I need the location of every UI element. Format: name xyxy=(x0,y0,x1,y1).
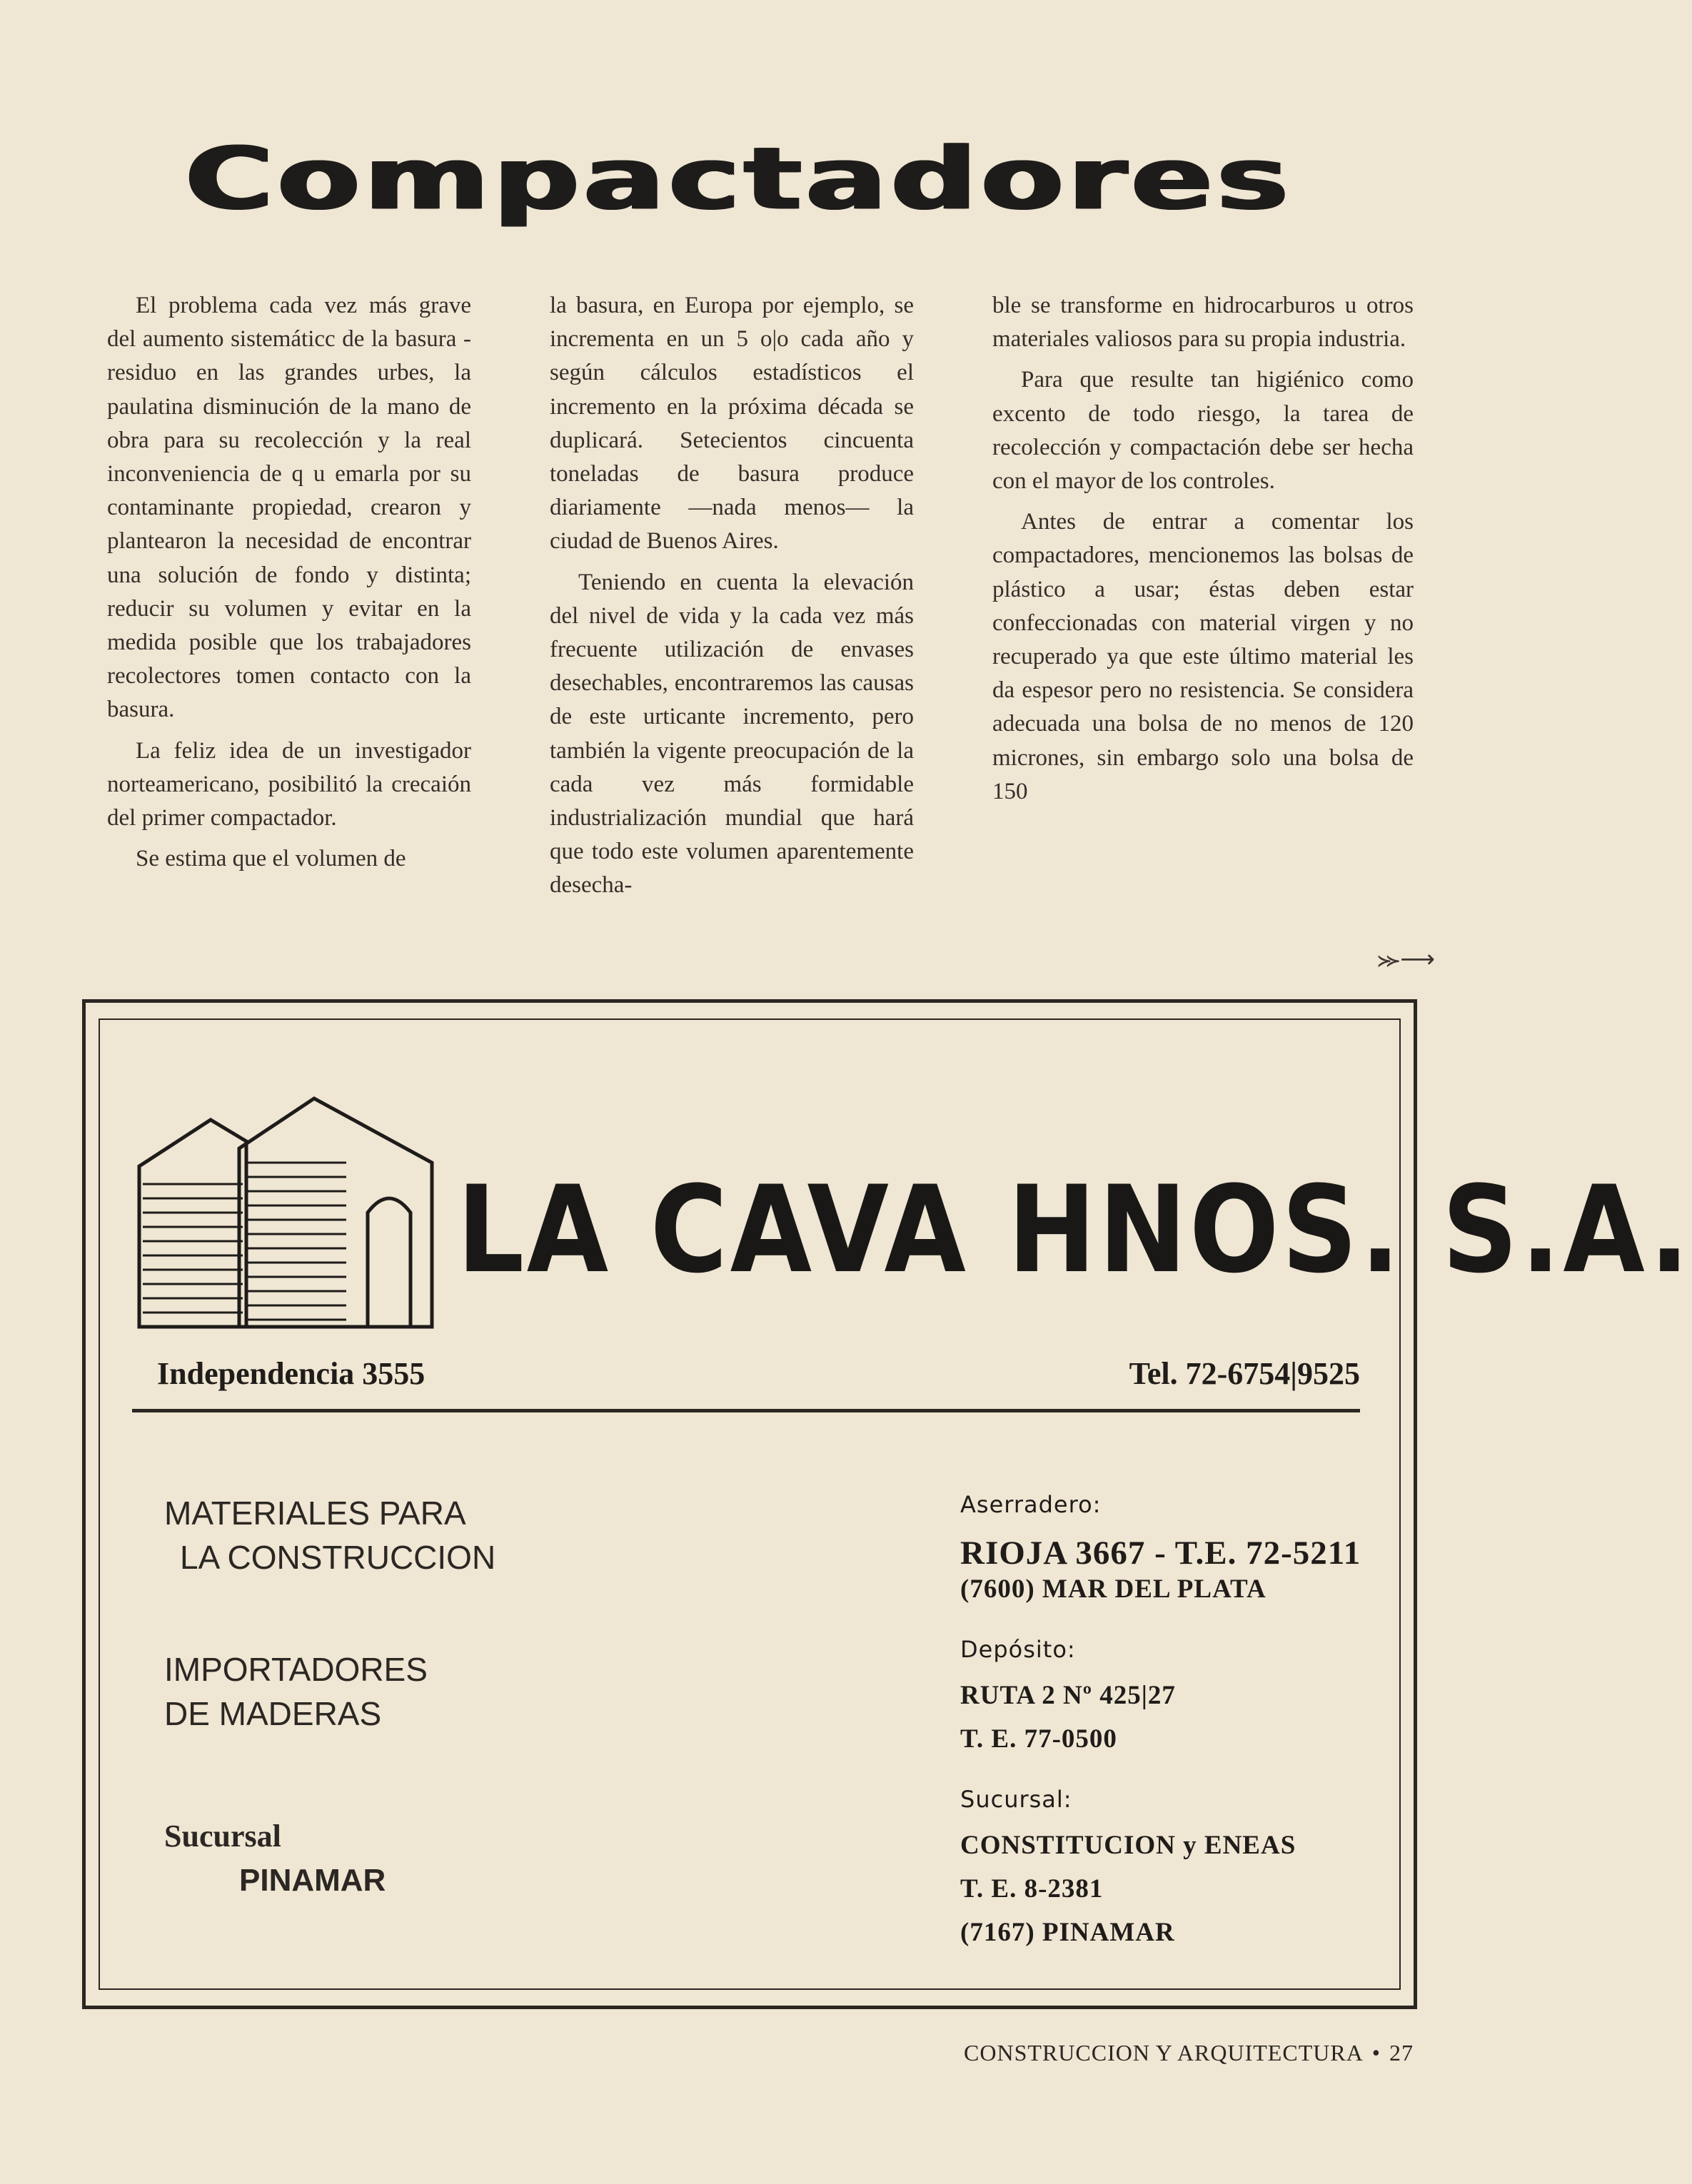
location-line: T. E. 77-0500 xyxy=(960,1724,1117,1754)
address: Independencia 3555 xyxy=(157,1356,425,1391)
magazine-name: CONSTRUCCION Y ARQUITECTURA xyxy=(964,2040,1364,2066)
paragraph: Se estima que el volumen de xyxy=(136,846,406,872)
paragraph: Teniendo en cuenta la elevación del nivel de vida y la cada vez más frecuente utilización de envases desechables, encontraremos las causas de este urticante incremento, pero también la vigente preocupación de la cada vez más formidable industrialización mundial que hará que todo este volumen aparentemente desecha- xyxy=(550,569,914,899)
location-line: CONSTITUCION y ENEAS xyxy=(960,1831,1296,1860)
article-body xyxy=(107,289,1414,967)
advertisement xyxy=(82,999,1692,2009)
article-column-3 xyxy=(992,289,1414,967)
arrow-right-icon: ⪼⟶ xyxy=(1377,945,1435,974)
paragraph: Antes de entrar a comentar los compactadores, mencionemos las bolsas de plástico a usar; éstas deben estar confeccionadas con material virgen y no recuperado ya que este último material les da espesor pero no resistencia. Se considera adecuada una bolsa de no menos de 120 micrones, sin embargo solo una bolsa de 150 xyxy=(992,509,1414,804)
service-line: IMPORTADORES xyxy=(164,1651,428,1688)
ad-locations xyxy=(960,1491,1389,1948)
location-line: (7600) MAR DEL PLATA xyxy=(960,1574,1267,1604)
page-number: 27 xyxy=(1389,2040,1414,2066)
location-line: RUTA 2 Nº 425|27 xyxy=(960,1681,1176,1710)
service-line: LA CONSTRUCCION xyxy=(180,1539,496,1576)
branch-label: Sucursal xyxy=(164,1819,281,1854)
location-label: Depósito: xyxy=(960,1636,1076,1663)
bullet-icon: • xyxy=(1371,2040,1381,2066)
paragraph: ble se transforme en hidrocarburos u otros materiales valiosos para su propia industria. xyxy=(992,293,1414,353)
paragraph: La feliz idea de un investigador norteamericano, posibilitó la crecaión del primer compactador. xyxy=(107,737,471,831)
location-label: Sucursal: xyxy=(960,1786,1072,1813)
page-footer xyxy=(964,2040,1414,2066)
building-logo-icon xyxy=(132,1098,446,1341)
location-line: (7167) PINAMAR xyxy=(960,1918,1175,1947)
paragraph: Para que resulte tan higiénico como excento de todo riesgo, la tarea de recolección y compactación debe ser hecha con el mayor de los controles. xyxy=(992,367,1414,495)
ad-inner-frame xyxy=(99,1018,1692,1990)
service-line: DE MADERAS xyxy=(164,1695,382,1732)
article-column-1 xyxy=(107,289,471,967)
divider xyxy=(132,1409,1360,1412)
ad-services xyxy=(164,1491,495,1903)
headline: Compactadores xyxy=(185,128,1293,230)
location-line: RIOJA 3667 - T.E. 72-5211 xyxy=(960,1535,1361,1572)
location-line: T. E. 8-2381 xyxy=(960,1874,1104,1904)
paragraph: la basura, en Europa por ejemplo, se incrementa en un 5 o|o cada año y según cálculos estadísticos el incremento en la próxima década se duplicará. Setecientos cincuenta toneladas de basura produce diariamente —nada menos— la ciudad de Buenos Aires. xyxy=(550,293,914,555)
paragraph: El problema cada vez más grave del aumento sistemáticc de la basura - residuo en las grandes urbes, la paulatina disminución de la mano de obra para su recolección y la real inconveniencia de q u emarla por su contaminante propiedad, crearon y plantearon la necesidad de encontrar una solución de fondo y distinta; reducir su volumen y evitar en la medida posible que los trabajadores recolectores tomen contacto con la basura. xyxy=(107,293,471,723)
location-label: Aserradero: xyxy=(960,1491,1102,1518)
branch-city: PINAMAR xyxy=(239,1863,386,1898)
company-name: LA CAVA HNOS. S.A. xyxy=(457,1160,1692,1300)
article-column-2 xyxy=(550,289,914,967)
service-line: MATERIALES PARA xyxy=(164,1495,466,1532)
phone: Tel. 72-6754|9525 xyxy=(1129,1356,1360,1391)
